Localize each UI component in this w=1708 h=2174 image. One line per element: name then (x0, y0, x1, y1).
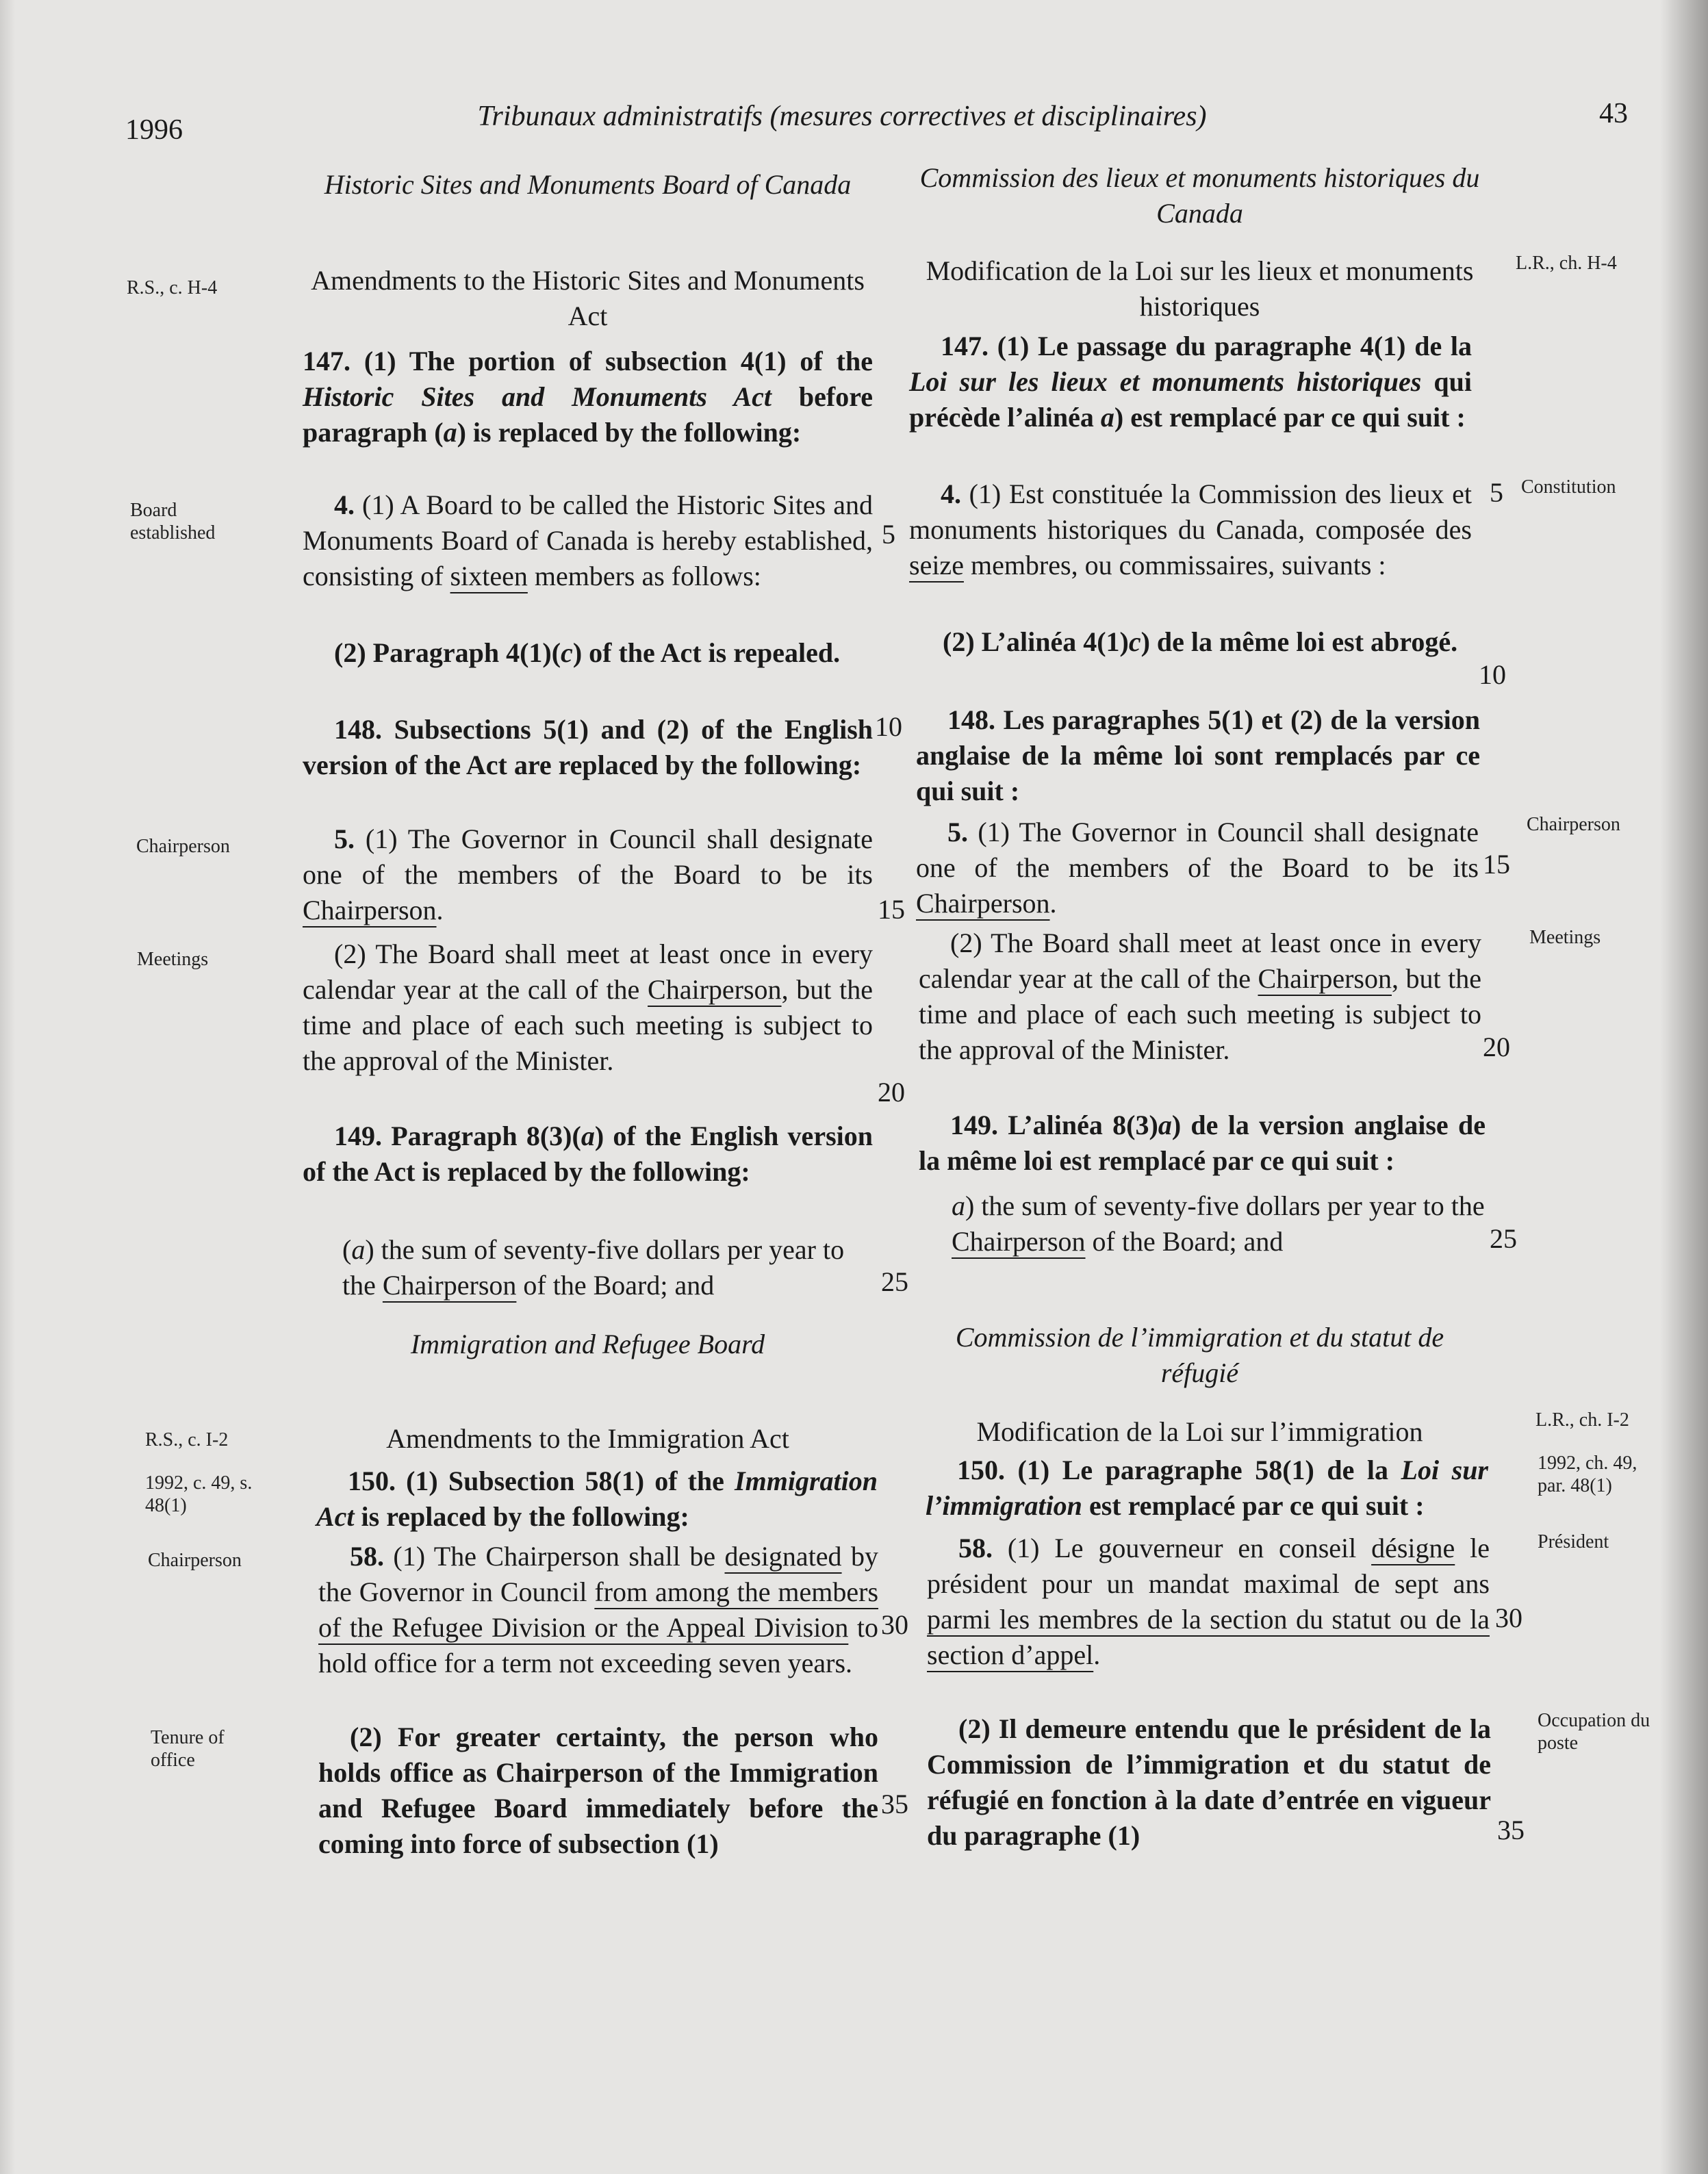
line-number: 20 (878, 1077, 905, 1108)
section-subheading: Amendments to the Immigration Act (386, 1423, 789, 1454)
fr-irb-heading (914, 1320, 1486, 1391)
margin-note-lr-i2: L.R., ch. I-2 (1535, 1409, 1629, 1431)
en-section-5-2: (2) The Board shall meet at least once in every calendar year at the call of the Chairperson, but the time and place of each such meeting is subject to the approval of the Minister. (303, 938, 874, 1076)
scan-shadow-right (1660, 0, 1708, 2174)
margin-note-rs-h4: R.S., c. H-4 (127, 277, 218, 298)
fr-section-4: 4. (1) Est constituée la Commission des lieux et monuments historiques du Canada, composée des seize membres, ou commissaires, suivants : (909, 478, 1472, 580)
fr-section-58: 58. (1) Le gouverneur en conseil désigne le président pour un mandat maximal de sept ans parmi les membres de la section du statut ou de la section d’appel. (927, 1533, 1490, 1670)
en-irb-subheading (303, 1421, 873, 1457)
running-title: Tribunaux administratifs (mesures correctives et disciplinaires) (477, 101, 1207, 132)
margin-note-board-established: Board established (130, 500, 216, 544)
line-number: 20 (1483, 1032, 1510, 1062)
margin-note-chairperson-fr: Chairperson (1527, 814, 1620, 835)
fr-section-5-2: (2) The Board shall meet at least once in every calendar year at the call of the Chairperson, but the time and place of each such meeting is subject to the approval of the Minister. (919, 928, 1481, 1065)
fr-clause-150-1: 150. (1) Le paragraphe 58(1) de la Loi sur l’immigration est remplacé par ce qui suit : (926, 1455, 1489, 1521)
margin-note-constitution: Constitution (1521, 476, 1616, 498)
section-heading: Immigration and Refugee Board (410, 1329, 765, 1359)
page-number: 43 (1599, 98, 1628, 129)
en-hs-heading (303, 167, 873, 203)
en-clause-149: 149. Paragraph 8(3)(a) of the English version of the Act is replaced by the following: (303, 1121, 873, 1187)
fr-hs-subheading (914, 253, 1486, 324)
line-number: 15 (878, 894, 905, 925)
en-clause-147-2: (2) Paragraph 4(1)(c) of the Act is repealed. (334, 637, 841, 668)
line-number: 30 (881, 1609, 908, 1640)
en-section-5-1: 5. (1) The Governor in Council shall designate one of the members of the Board to be its Chairperson. (303, 823, 873, 925)
margin-note-occupation: Occupation du poste (1538, 1710, 1650, 1754)
scan-shadow-left (0, 0, 15, 2174)
fr-hs-heading (914, 160, 1486, 231)
line-number: 5 (882, 519, 895, 550)
margin-note-chairperson: Chairperson (136, 836, 230, 857)
line-number: 15 (1483, 849, 1510, 880)
fr-clause-149: 149. L’alinéa 8(3)a) de la version anglaise de la même loi est remplacé par ce qui suit : (919, 1110, 1486, 1176)
line-number: 25 (1490, 1223, 1517, 1254)
en-hs-subheading (303, 263, 873, 334)
line-number: 5 (1490, 477, 1503, 508)
en-clause-150-1: 150. (1) Subsection 58(1) of the Immigration Act is replaced by the following: (316, 1466, 878, 1532)
fr-clause-147-1: 147. (1) Le passage du paragraphe 4(1) de la Loi sur les lieux et monuments historiques qui précède l’alinéa a) est remplacé par ce qui suit : (909, 331, 1473, 433)
line-number: 25 (881, 1266, 908, 1297)
en-clause-148: 148. Subsections 5(1) and (2) of the English version of the Act are replaced by the following: (303, 714, 873, 780)
year: 1996 (125, 114, 183, 146)
margin-note-1992-ch49: 1992, ch. 49, par. 48(1) (1538, 1453, 1637, 1496)
line-number: 10 (875, 711, 902, 742)
line-number: 35 (1497, 1815, 1525, 1845)
line-number: 35 (881, 1789, 908, 1819)
section-heading: Commission de l’immigration et du statut de réfugié (955, 1322, 1444, 1388)
en-clause-147-1: 147. (1) The portion of subsection 4(1) of the Historic Sites and Monuments Act before paragraph (a) is replaced by the following: (303, 346, 873, 448)
line-number: 10 (1479, 659, 1506, 690)
margin-note-lr-h4: L.R., ch. H-4 (1516, 253, 1617, 274)
fr-clause-150-2: (2) Il demeure entendu que le président de la Commission de l’immigration et du statut de réfugié en fonction à la date d’entrée en vigueur du paragraphe (1) (927, 1713, 1491, 1851)
fr-clause-148: 148. Les paragraphes 5(1) et (2) de la version anglaise de la même loi sont remplacés par ce qui suit : (916, 704, 1480, 806)
fr-para-8-3-a: a) the sum of seventy-five dollars per year to the Chairperson of the Board; and (952, 1190, 1485, 1257)
section-subheading: Amendments to the Historic Sites and Monuments Act (311, 265, 865, 331)
margin-note-tenure: Tenure of office (151, 1727, 225, 1771)
section-heading: Historic Sites and Monuments Board of Canada (324, 169, 852, 200)
section-subheading: Modification de la Loi sur l’immigration (976, 1416, 1423, 1447)
margin-note-rs-i2: R.S., c. I-2 (145, 1429, 229, 1450)
margin-note-1992-c49: 1992, c. 49, s. 48(1) (145, 1472, 253, 1516)
en-para-8-3-a: (a) the sum of seventy-five dollars per year to the Chairperson of the Board; and (342, 1234, 845, 1301)
margin-note-meetings: Meetings (137, 949, 209, 970)
margin-note-president: Président (1538, 1531, 1609, 1552)
en-irb-heading (303, 1327, 873, 1362)
line-number: 30 (1495, 1602, 1522, 1633)
fr-section-5-1: 5. (1) The Governor in Council shall designate one of the members of the Board to be its Chairperson. (916, 817, 1479, 919)
en-section-58: 58. (1) The Chairperson shall be designated by the Governor in Council from among the members of the Refugee Division or the Appeal Division to hold office for a term not exceeding seven years. (318, 1541, 879, 1678)
fr-irb-subheading (914, 1414, 1486, 1450)
en-clause-150-2: (2) For greater certainty, the person who holds office as Chairperson of the Immigration and Refugee Board immediately before the coming into force of subsection (1) (318, 1722, 878, 1859)
section-subheading: Modification de la Loi sur les lieux et monuments historiques (926, 255, 1474, 322)
margin-note-meetings-fr: Meetings (1529, 927, 1601, 948)
section-heading: Commission des lieux et monuments historiques du Canada (919, 162, 1480, 229)
margin-note-chairperson-2: Chairperson (148, 1550, 242, 1571)
fr-clause-147-2: (2) L’alinéa 4(1)c) de la même loi est abrogé. (943, 626, 1458, 657)
en-section-4: 4. (1) A Board to be called the Historic Sites and Monuments Board of Canada is hereby established, consisting of sixteen members as follows: (303, 489, 873, 591)
